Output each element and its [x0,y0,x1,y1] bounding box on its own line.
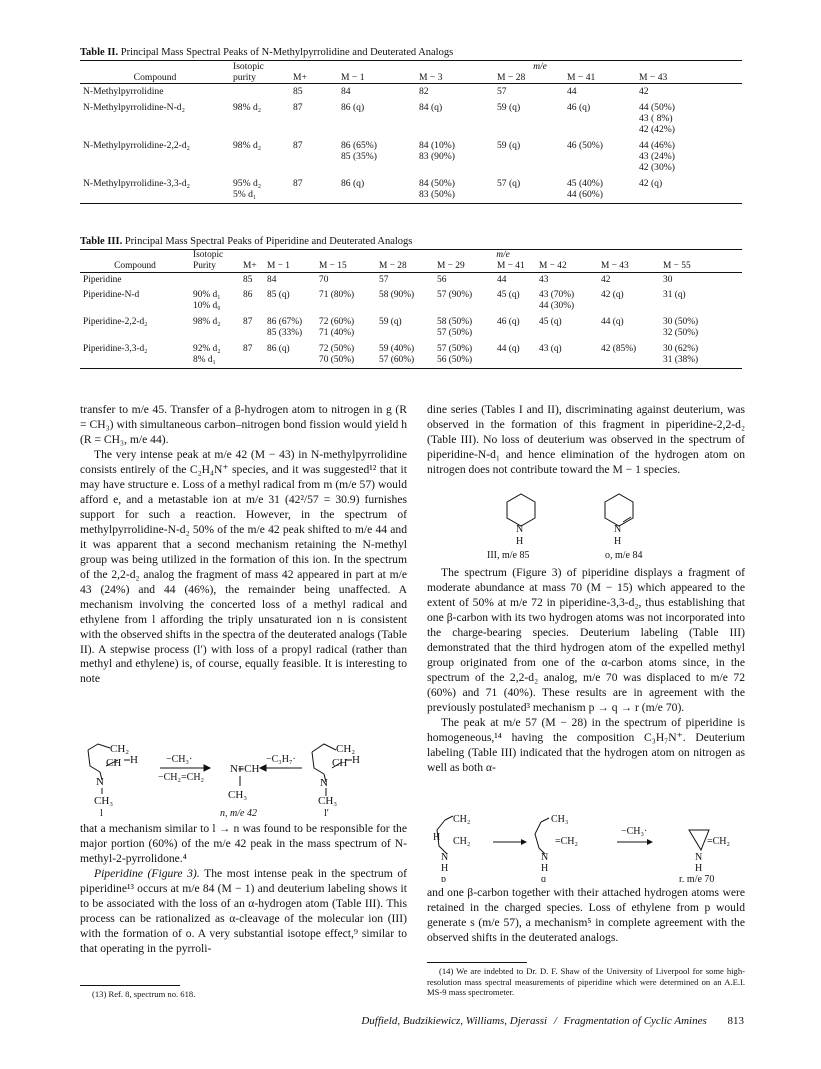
table3: Isotopic m/e Compound Purity M+ M − 1 M − 15 M − 28 M − 29 M − 41 M − 42 M − 43 M − 55 Piperidine 85 84 70 57 56 44 43 42 30 Piperidine-N-d 90% d₁ 10% d₀ 86 85 (q) 71 (80%) 58 (90%) 57 (90%) 45 (q) 43 (70%) 44 (30%) 42 (q) 31 (q) Piperidine-2,2-d₂ 98% d₂ 87 86 (67%) 85 (33%) 72 (60%) 71 (40%) 59 (q) 58 (50%) 57 (50%) 46 (q) 45 (q) 44 (q) 30 (50%) 32 (50%) Piperidine-3,3-d₂ 92% d₂ 8% d₁ 87 86 (q) 72 (50%) 70 (50%) 59 (40%) 57 (60%) 57 (50%) 56 (50%) 44 (q) 43 (q) 42 (85%) 30 (62%) 31 (38%) [80,249,742,369]
table-cell: 84 (10%) 83 (90%) [419,140,455,163]
table-cell: 45 (q) [497,290,520,301]
svg-text:N: N [516,524,524,535]
table2-header-7: M − 43 [636,72,742,84]
right-para-1: dine series (Tables I and II), discriminating against deuterium, was observed in the formation of this fragment in piperidine-2,2-d₂ (Table III). No loss of deuterium was observed in the spectrum of piperidine-N-d₁ and hence elimination of the hydrogen atom on nitrogen does not contribute toward the M − 1 species. [427,403,745,476]
table-cell: 87 [243,317,253,328]
table-cell: 30 (50%) 32 (50%) [663,317,699,338]
table-cell: 42 (85%) [598,342,660,369]
table-cell: 84 [267,274,277,285]
table2-header-2: M+ [290,72,338,84]
table-cell: 59 (40%) 57 (60%) [376,342,434,369]
left-column-top [80,403,407,687]
svg-text:H: H [130,754,138,766]
table-cell: 59 (q) [497,140,521,152]
table-cell: 46 (q) [567,102,591,114]
right-column-top [427,403,745,478]
table-cell: 85 [293,86,303,98]
right-para-4: and one β-carbon together with their attached hydrogen atoms were retained in the charged species. Loss of ethylene from p would generate s (m/e 57), a mechanism⁵ in complete agreement with the observed shifts in the deuterated analogs. [427,886,745,944]
t2-me-label: m/e [533,61,547,72]
table3-caption [80,236,412,247]
svg-text:N: N [96,776,104,788]
table-cell: Piperidine-2,2-d₂ [83,317,148,328]
table2-caption [80,47,453,58]
table-cell: 98% d₂ [233,102,262,114]
svg-text:H: H [516,536,524,547]
table-cell: 42 [601,274,611,285]
scheme-label-l: l [100,808,103,818]
table-cell: 57 (50%) 56 (50%) [434,342,494,369]
table-cell: 87 [290,176,338,204]
table-cell: 86 (q) [338,176,416,204]
svg-text:N: N [441,852,449,863]
left-para-4-title: Piperidine (Figure 3). [94,866,200,880]
table-cell: N-Methylpyrrolidine-2,2-d₂ [83,140,190,152]
table-cell: 84 (q) [419,102,443,114]
table-cell: 84 [341,86,351,98]
table-cell: Piperidine [83,274,122,285]
table-cell: 98% d₂ [193,317,221,328]
left-para-4: Piperidine (Figure 3). The most intense peak in the spectrum of piperidine¹³ occurs at m/e 84 (M − 1) and deuterium labeling shows it to be associated with the loss of an α-hydrogen atom (Table III). This process can be rationalized as α-cleavage of the molecular ion (III) with the formation of o. A very substantial isotope effect,⁹ similar to that operating in the pyrroli- [80,866,407,955]
table-cell: 59 (q) [497,102,521,114]
footer-authors: Duffield, Budzikiewicz, Williams, Djerassi [361,1015,548,1027]
table2-header-5: M − 28 [494,72,564,84]
table-cell: 84 (50%) 83 (50%) [416,176,494,204]
table-cell: 86 (q) [341,102,365,114]
table-cell: 42 (q) [601,290,624,301]
right-column-bottom [427,886,745,946]
scheme-arrow-r: −CH₃· [621,826,648,837]
table-cell: 58 (90%) [379,290,415,301]
svg-text:=CH₂: =CH₂ [707,836,731,847]
table-cell: 72 (50%) 70 (50%) [316,342,376,369]
right-footnote-rule [427,962,527,963]
table-cell: 85 [243,274,253,285]
left-para-1: transfer to m/e 45. Transfer of a β-hydrogen atom to nitrogen in g (R = CH₃) with simultaneous carbon–nitrogen bond fission would yield h (R = CH₃, m/e 44). [80,403,407,446]
table3-header-9: M − 43 [598,261,660,272]
table-row [80,272,742,288]
svg-text:H: H [614,536,622,547]
table-row [80,176,742,204]
svg-text:CH₃: CH₃ [228,789,248,801]
table-cell: 86 (65%) 85 (35%) [341,140,377,163]
svg-text:CH₃: CH₃ [551,814,569,825]
table-cell: N-Methylpyrrolidine [83,86,164,98]
table-cell: 71 (80%) [319,290,355,301]
table2-header-1: purity [230,72,290,84]
table-cell: Piperidine-N-d [83,290,140,301]
footer-page: 813 [727,1015,744,1027]
table-cell: 46 (50%) [567,140,603,152]
table-cell: 86 [243,290,253,301]
table-cell: 82 [419,86,429,98]
table-cell: 42 (q) [636,176,742,204]
svg-text:H: H [352,754,360,766]
scheme-arrow-3: −C₃H₇· [266,754,296,765]
t2-h-isotopic-top: Isotopic [230,61,290,73]
table-cell: Piperidine-3,3-d₂ [80,342,190,369]
table-cell: 70 [319,274,329,285]
svg-text:H: H [433,832,441,843]
table-cell: 44 (q) [601,317,624,328]
right-column-mid [427,566,745,776]
scheme-l-n-drawing [80,738,407,818]
scheme-label-p: p [441,874,446,882]
table-cell: 90% d₁ 10% d₀ [193,290,221,312]
scheme-III-o [427,492,745,562]
scheme-label-n: n, m/e 42 [220,808,257,818]
svg-text:N≡CH: N≡CH [230,763,260,775]
right-para-3: The peak at m/e 57 (M − 28) in the spectrum of piperidine is homogeneous,¹⁴ having the composition C₃H₇N⁺. Deuterium labeling (Table III) indicated that the hydrogen atom on nitrogen as well as both α- [427,715,745,774]
table-cell: 95% d₂ 5% d₁ [230,176,290,204]
svg-text:H: H [441,863,449,874]
table-cell [230,84,290,101]
scheme-label-l-prime: l′ [324,808,329,818]
table-cell: 57 [379,274,389,285]
table-cell: 58 (50%) 57 (50%) [437,317,473,338]
page-footer [330,1015,744,1027]
svg-text:H: H [541,863,549,874]
table2-header-0: Compound [80,72,230,84]
scheme-arrow-2: −CH₂=CH₂ [158,772,205,783]
table-row [80,84,742,101]
table-cell: 56 [437,274,447,285]
table3-header-6: M − 29 [434,261,494,272]
table2-caption-label: Table II. [80,47,119,58]
table2-header-4: M − 3 [416,72,494,84]
table-cell: 86 (q) [264,342,316,369]
table-cell: 87 [240,342,264,369]
table-row [80,288,742,315]
table3-header-10: M − 55 [660,261,742,272]
svg-text:CH: CH [332,757,348,769]
table3-caption-label: Table III. [80,236,123,247]
scheme-p-q-r [427,812,745,882]
table-cell: 86 (67%) 85 (33%) [267,317,303,338]
table-cell: 87 [293,102,303,114]
left-column-bottom [80,822,407,957]
table2 [80,60,742,204]
scheme-l-ch2: CH₂ [110,743,130,755]
table-cell: 44 [497,274,507,285]
table-cell: N-Methylpyrrolidine-N-d₂ [83,102,185,114]
right-para-2: The spectrum (Figure 3) of piperidine displays a fragment of moderate abundance at mass 70 (M − 15) which appeared to the extent of 50% at m/e 72 in piperidine-3,3-d₂, thus establishing that one β-carbon with its two hydrogen atoms was not incorporated into the charge-bearing species. Deuterium labeling (Table III) demonstrated that the third hydrogen atom of the expelled methyl group originated from one of the α-carbon atoms since, in the spectrum of the 2,2-d₂ analog, m/e 70 was displaced to m/e 72 (60%) and 71 (40%). These results are in agreement with the previously postulated³ mechanism p → q → r (m/e 70). [427,566,745,714]
left-footnote [80,989,407,1000]
table-cell: 44 (46%) 43 (24%) 42 (30%) [639,140,675,174]
svg-text:H: H [695,863,703,874]
svg-text:N: N [614,524,622,535]
table-cell: 43 (q) [536,342,598,369]
table-cell: 42 [639,86,649,98]
footnote-14: (14) We are indebted to Dr. D. F. Shaw of the University of Liverpool for some high-resolution mass spectral measurements of piperidine which were determined on an A.E.I. MS-9 mass spectrometer. [427,966,745,998]
table-cell: 57 (90%) [437,290,473,301]
svg-text:CH₂: CH₂ [453,836,471,847]
table3-header-7: M − 41 [494,261,536,272]
table3-header-5: M − 28 [376,261,434,272]
scheme-label-r: r, m/e 70 [679,874,715,882]
left-footnote-rule [80,985,180,986]
table-cell: 44 (50%) 43 ( 8%) 42 (42%) [639,102,675,136]
scheme-label-III: III, m/e 85 [487,550,530,561]
table2-header-3: M − 1 [338,72,416,84]
svg-text:N: N [320,777,328,789]
table-cell: N-Methylpyrrolidine-3,3-d₂ [80,176,230,204]
scheme-label-q: q [541,874,546,882]
table-cell: 46 (q) [497,317,520,328]
right-footnote [427,966,745,998]
t3-me-label: m/e [496,250,510,260]
table-row [80,315,742,342]
table-cell: 92% d₂ 8% d₁ [190,342,240,369]
table-row [80,342,742,369]
table-cell: 57 (q) [494,176,564,204]
table3-header-0: Compound [80,261,190,272]
svg-text:N: N [541,852,549,863]
table3-header-4: M − 15 [316,261,376,272]
table-cell: 45 (40%) 44 (60%) [564,176,636,204]
table2-caption-text: Principal Mass Spectral Peaks of N-Methylpyrrolidine and Deuterated Analogs [120,47,454,58]
svg-text:CH₃: CH₃ [318,795,338,807]
svg-text:CH₂: CH₂ [336,743,356,755]
footer-title: Fragmentation of Cyclic Amines [563,1015,707,1027]
footnote-13: (13) Ref. 8, spectrum no. 618. [92,989,196,999]
table-cell: 44 (q) [494,342,536,369]
table-cell: 98% d₂ [233,140,262,152]
svg-text:CH₃: CH₃ [94,795,114,807]
table3-header-2: M+ [240,261,264,272]
table-cell: 30 (62%) 31 (38%) [660,342,742,369]
table3-caption-text: Principal Mass Spectral Peaks of Piperidine and Deuterated Analogs [124,236,413,247]
footer-separator: / [553,1015,557,1027]
table-cell: 43 (70%) 44 (30%) [539,290,575,312]
table3-header-8: M − 42 [536,261,598,272]
svg-text:CH: CH [106,757,122,769]
table-cell: 31 (q) [663,290,686,301]
left-para-2: The very intense peak at m/e 42 (M − 43) in N-methylpyrrolidine consists entirely of the C₂H₄N⁺ species, and it was suggested¹² that it may have structure e. Loss of a methyl radical from m (m/e 57) would afford e, and a metastable ion at m/e 31 (42²/57 = 30.9) furnishes support for such a reaction. However, in the spectrum of methylpyrrolidine-N-d₂ 50% of the m/e 42 peak shifted to m/e 44 and it was apparent that a second mechanism retaining the N-methyl group was being utilized in the formation of this ion. In the spectrum of the 2,2-d₂ analog the fragment of mass 42 appeared in part at m/e 43 (24%) and 44 (46%), the remainder being unaffected. A mechanism involving the concerted loss of a methyl radical and ethylene from l affording the triply unsaturated ion n is consistent with the observed shifts in the spectra of the deuterated analogs (Table II). A stepwise process (l′) with loss of a propyl radical (rather than methyl and ethylene) is, of course, equally feasible. It is interesting to note [80,447,407,686]
table-cell: 43 [539,274,549,285]
table2-header-6: M − 41 [564,72,636,84]
scheme-l-n [80,738,407,818]
table-cell [190,272,240,288]
table-cell: 30 [663,274,673,285]
scheme-arrow-1: −CH₃· [166,754,193,765]
table-cell: 87 [293,140,303,152]
table-row [80,138,742,176]
table-cell: 72 (60%) 71 (40%) [319,317,355,338]
svg-text:N: N [695,852,703,863]
table-cell: 57 [497,86,507,98]
scheme-label-o: o, m/e 84 [605,550,643,561]
table3-header-1: Purity [190,261,240,272]
table-cell: 85 (q) [267,290,290,301]
left-para-3: that a mechanism similar to l → n was found to be responsible for the major portion (60%) of the m/e 42 peak in the mass spectrum of N-methyl-2-pyrrolidone.⁴ [80,822,407,865]
svg-text:=CH₂: =CH₂ [555,836,579,847]
table-cell: 44 [567,86,577,98]
table-cell: 59 (q) [379,317,402,328]
table-cell: 45 (q) [539,317,562,328]
table3-header-3: M − 1 [264,261,316,272]
svg-text:CH₂: CH₂ [453,814,471,825]
table-row [80,100,742,138]
